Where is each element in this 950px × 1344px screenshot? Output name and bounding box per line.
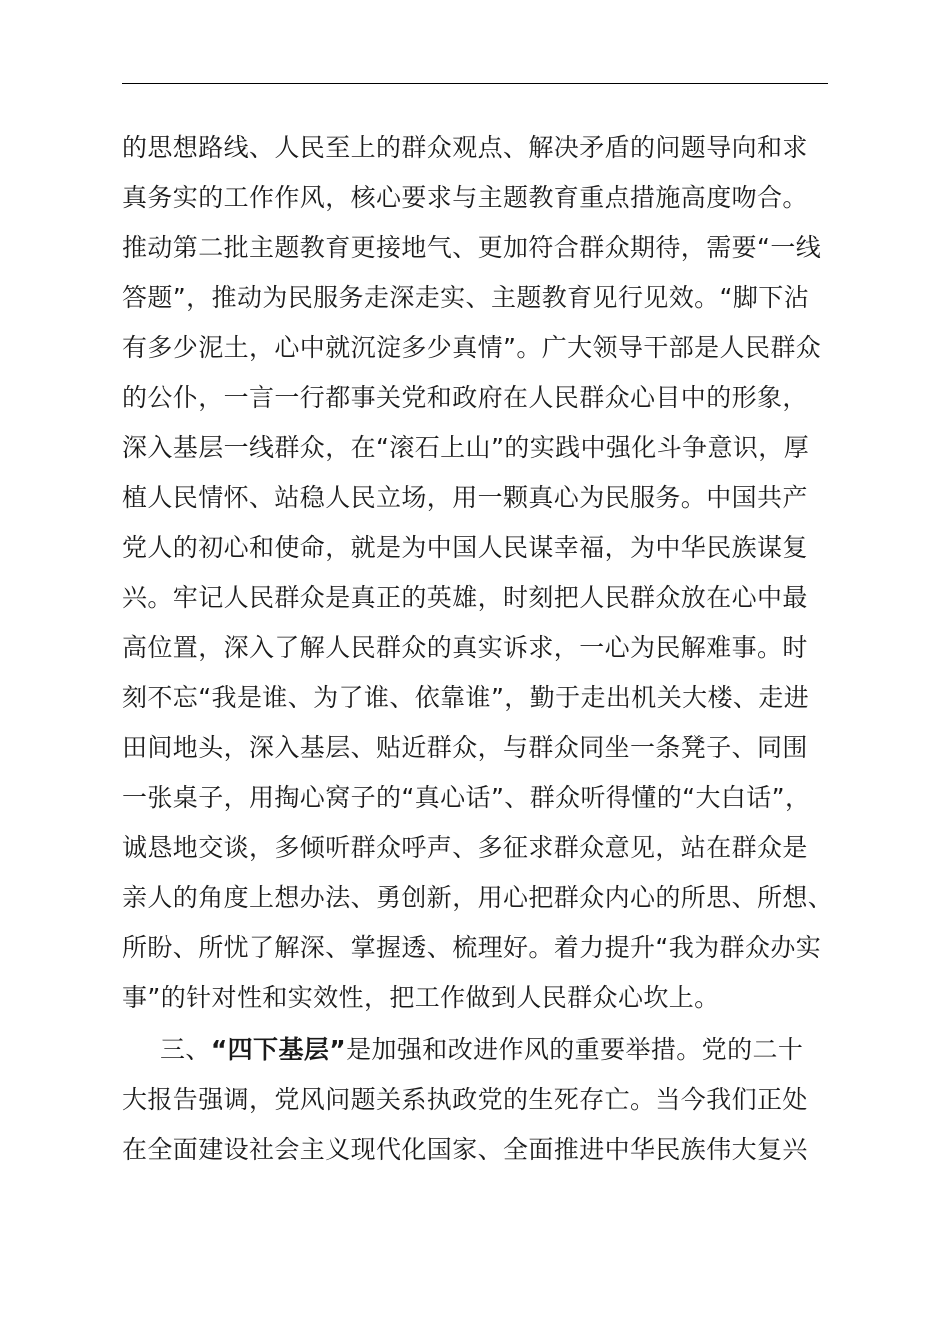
paragraph-line: 推动第二批主题教育更接地气、更加符合群众期待，需要“一线	[122, 233, 822, 262]
paragraph-line: 植人民情怀、站稳人民立场，用一颗真心为民服务。中国共产	[122, 483, 808, 512]
section-heading-line	[122, 1025, 842, 1075]
section-number: 三、	[160, 1035, 211, 1064]
paragraph-line: 有多少泥土，心中就沉淀多少真情”。广大领导干部是人民群众	[122, 333, 822, 362]
paragraph-line: 深入基层一线群众，在“滚石上山”的实践中强化斗争意识，厚	[122, 433, 810, 462]
paragraph-line: 刻不忘“我是谁、为了谁、依靠谁”，勤于走出机关大楼、走进	[122, 683, 810, 712]
paragraph-line: 所盼、所忧了解深、掌握透、梳理好。着力提升“我为群众办实	[122, 933, 822, 962]
paragraph-line: 高位置，深入了解人民群众的真实诉求，一心为民解难事。时	[122, 633, 808, 662]
paragraph-1	[122, 123, 842, 1023]
paragraph-line: 在全面建设社会主义现代化国家、全面推进中华民族伟大复兴	[122, 1135, 808, 1164]
paragraph-line: 兴。牢记人民群众是真正的英雄，时刻把人民群众放在心中最	[122, 583, 808, 612]
section-heading-rest: 是加强和改进作风的重要举措。党的二十	[346, 1035, 804, 1064]
paragraph-2	[122, 1025, 842, 1175]
paragraph-line: 一张桌子，用掏心窝子的“真心话”、群众听得懂的“大白话”，	[122, 783, 811, 812]
paragraph-line: 的公仆，一言一行都事关党和政府在人民群众心目中的形象，	[122, 383, 808, 412]
paragraph-line: 的思想路线、人民至上的群众观点、解决矛盾的问题导向和求	[122, 133, 808, 162]
paragraph-line: 亲人的角度上想办法、勇创新，用心把群众内心的所思、所想、	[122, 883, 834, 912]
paragraph-line: 答题”，推动为民服务走深走实、主题教育见行见效。“脚下沾	[122, 283, 810, 312]
paragraph-line: 田间地头，深入基层、贴近群众，与群众同坐一条凳子、同围	[122, 733, 808, 762]
paragraph-line: 真务实的工作作风，核心要求与主题教育重点措施高度吻合。	[122, 183, 808, 212]
paragraph-line: 事”的针对性和实效性，把工作做到人民群众心坎上。	[122, 983, 720, 1012]
header-rule	[122, 83, 828, 84]
paragraph-line: 诚恳地交谈，多倾听群众呼声、多征求群众意见，站在群众是	[122, 833, 808, 862]
paragraph-line: 大报告强调，党风问题关系执政党的生死存亡。当今我们正处	[122, 1085, 808, 1114]
paragraph-line: 党人的初心和使命，就是为中国人民谋幸福，为中华民族谋复	[122, 533, 808, 562]
section-heading-bold: “四下基层”	[210, 1035, 347, 1064]
